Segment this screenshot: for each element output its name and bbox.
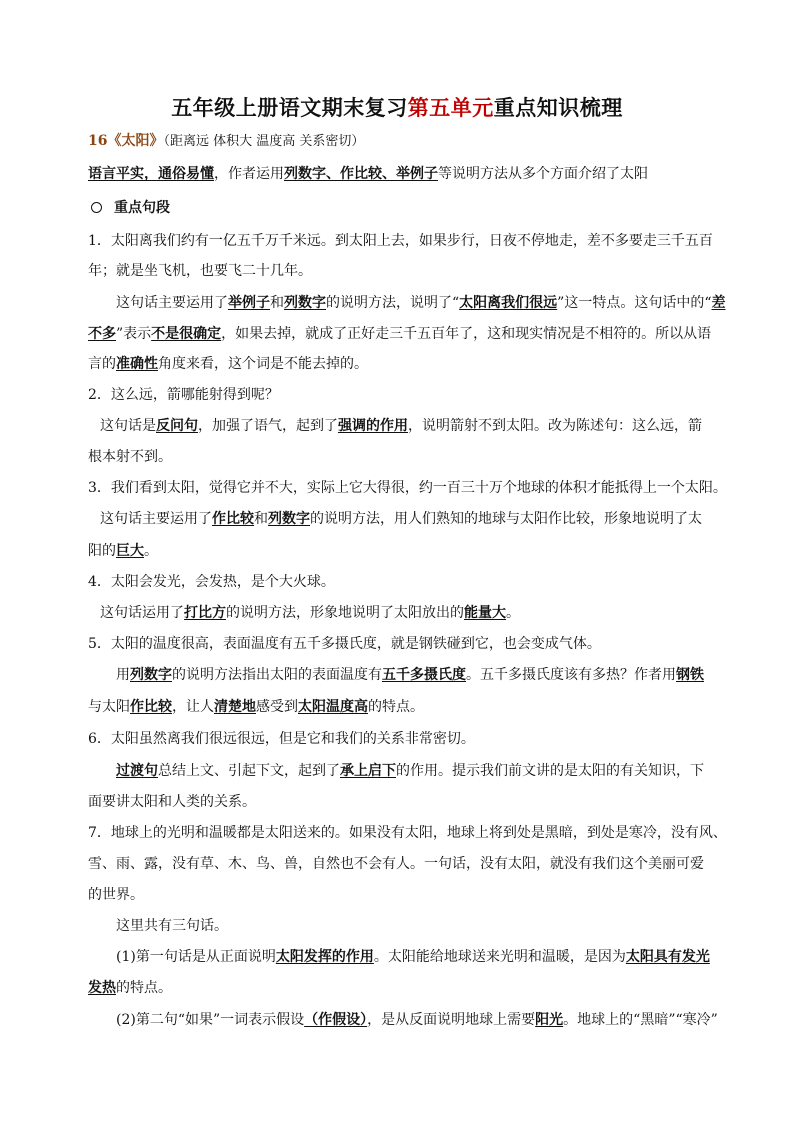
text: 。太阳能给地球送来光明和温暖，是因为 [373, 949, 626, 965]
text: 言的 [88, 356, 116, 372]
text: 总结上文、引起下文，起到了 [158, 763, 340, 779]
sentence-2: 2．这么远，箭哪能射得到呢？ [88, 387, 279, 403]
text: ，是从反面说明地球上需要 [367, 1012, 536, 1028]
intro-text: ，作者运用 [214, 166, 284, 182]
text: 感受到 [256, 699, 298, 715]
keyword: 过渡句 [116, 763, 158, 779]
text: 这句话主要运用了 [116, 295, 228, 311]
text: 的说明方法，用人们熟知的地球与太阳作比较，形象地说明了太 [310, 511, 702, 527]
text: 的说明方法，形象地说明了太阳放出的 [226, 605, 464, 621]
sentence-1: 1．太阳离我们约有一亿五千万千米远。到太阳上去，如果步行，日夜不停地走，差不多要走三千五百 [88, 233, 713, 249]
analysis-7-intro: 这里共有三句话。 [116, 918, 228, 934]
sentence-6: 6．太阳虽然离我们很远很远，但是它和我们的关系非常密切。 [88, 731, 475, 747]
text: 这句话主要运用了 [100, 511, 212, 527]
text: 阳的 [88, 543, 116, 559]
text: 的特点。 [368, 699, 424, 715]
keyword: 列数字 [268, 511, 310, 527]
keyword: 能量大 [464, 605, 506, 621]
text: 用 [116, 667, 130, 683]
keyword: 钢铁 [676, 667, 704, 683]
sentence-7-cont: 雪、雨、露，没有草、木、鸟、兽，自然也不会有人。一句话，没有太阳，就没有我们这个美丽可爱 [88, 856, 704, 872]
analysis-6-cont: 面要讲太阳和人类的关系。 [88, 794, 256, 810]
text: ，加强了语气，起到了 [198, 418, 338, 434]
page-title [0, 92, 794, 122]
sentence-4: 4．太阳会发光，会发热，是个大火球。 [88, 574, 335, 590]
text: 与太阳 [88, 699, 130, 715]
text: 。五千多摄氏度该有多热？作者用 [466, 667, 676, 683]
text: ，说明箭射不到太阳。改为陈述句：这么远，箭 [408, 418, 702, 434]
analysis-5-cont [88, 697, 708, 717]
text: ”表示 [116, 326, 152, 342]
lesson-label: 16《太阳》 [88, 133, 164, 149]
text: 。 [506, 605, 520, 621]
sentence-7-end: 的世界。 [88, 887, 144, 903]
analysis-7-point-1 [88, 947, 708, 967]
text: ，让人 [172, 699, 214, 715]
keyword: 举例子 [228, 295, 270, 311]
analysis-7-point-2 [88, 1010, 718, 1030]
sentence-5: 5．太阳的温度很高，表面温度有五千多摄氏度，就是钢铁碰到它，也会变成气体。 [88, 636, 601, 652]
intro-keyword: 语言平实，通俗易懂 [88, 166, 214, 182]
text: 的作用。提示我们前文讲的是太阳的有关知识，下 [396, 763, 704, 779]
keyword: 强调的作用 [338, 418, 408, 434]
keyword: 阳光 [535, 1012, 564, 1028]
text: 的说明方法指出太阳的表面温度有 [172, 667, 382, 683]
lesson-heading [88, 131, 708, 152]
keyword: 反问句 [156, 418, 198, 434]
keyword: 打比方 [184, 605, 226, 621]
text: ，如果去掉，就成了正好走三千五百年了，这和现实情况是不相符的。所以从语 [221, 326, 712, 342]
text: 和 [254, 511, 268, 527]
keyword: 列数字 [130, 667, 172, 683]
section-label: 重点句段 [114, 200, 170, 216]
analysis-6 [88, 761, 708, 781]
analysis-2-cont: 根本射不到。 [88, 449, 172, 465]
analysis-7-point-1-cont [88, 978, 708, 998]
sentence-3: 3．我们看到太阳，觉得它并不大，实际上它大得很，约一百三十万个地球的体积才能抵得上一个太阳。 [88, 480, 727, 496]
intro-keyword: 列数字、作比较、举例子 [284, 166, 438, 182]
keyword: 五千多摄氏度 [382, 667, 466, 683]
keyword: 作比较 [130, 699, 172, 715]
keyword: 差 [711, 295, 726, 311]
intro-text: 等说明方法从多个方面介绍了太阳 [438, 166, 648, 182]
keyword: 太阳离我们很远 [459, 295, 558, 311]
keyword: 不多 [88, 326, 116, 342]
sentence-1-cont: 年；就是坐飞机，也要飞二十几年。 [88, 263, 312, 279]
keyword: 作比较 [212, 511, 254, 527]
analysis-1 [88, 293, 726, 313]
lesson-tags: （距离远 体积大 温度高 关系密切） [163, 134, 365, 149]
keyword: 太阳具有发光 [625, 949, 710, 965]
text: 的特点。 [116, 980, 172, 996]
analysis-5 [88, 665, 708, 685]
text: (1)第一句话是从正面说明 [116, 949, 276, 965]
analysis-4 [88, 603, 708, 623]
analysis-1-cont [88, 324, 712, 344]
section-heading [88, 198, 708, 218]
text: ”这一特点。这句话中的“ [557, 295, 712, 311]
title-part: 重点知识梳理 [493, 96, 623, 120]
sentence-7: 7．地球上的光明和温暖都是太阳送来的。如果没有太阳，地球上将到处是黑暗，到处是寒冷，没有风、 [88, 825, 727, 841]
keyword: 清楚地 [214, 699, 256, 715]
analysis-3 [88, 509, 708, 529]
analysis-1-end [88, 354, 708, 374]
keyword: 不是很确定 [151, 326, 222, 342]
keyword: 发热 [88, 980, 116, 996]
text: 。 [144, 543, 158, 559]
keyword: 太阳温度高 [298, 699, 368, 715]
intro-line [88, 164, 708, 184]
keyword: 准确性 [116, 356, 158, 372]
analysis-2 [88, 416, 708, 436]
keyword: 列数字 [284, 295, 326, 311]
text: 。地球上的“黑暗”“寒冷” [563, 1012, 718, 1028]
text: 和 [270, 295, 284, 311]
analysis-3-cont [88, 541, 708, 561]
text: 角度来看，这个词是不能去掉的。 [158, 356, 368, 372]
keyword: （作假设） [304, 1012, 368, 1028]
title-part: 五年级上册语文期末复习 [171, 96, 408, 120]
text: 这句话是 [100, 418, 156, 434]
circle-bullet-icon [91, 202, 102, 213]
text: 的说明方法，说明了“ [326, 295, 460, 311]
text: 这句话运用了 [100, 605, 184, 621]
keyword: 太阳发挥的作用 [275, 949, 374, 965]
keyword: 承上启下 [340, 763, 396, 779]
title-highlight: 第五单元 [407, 96, 494, 120]
keyword: 巨大 [116, 543, 144, 559]
text: (2)第二句“如果”一词表示假设 [116, 1012, 305, 1028]
